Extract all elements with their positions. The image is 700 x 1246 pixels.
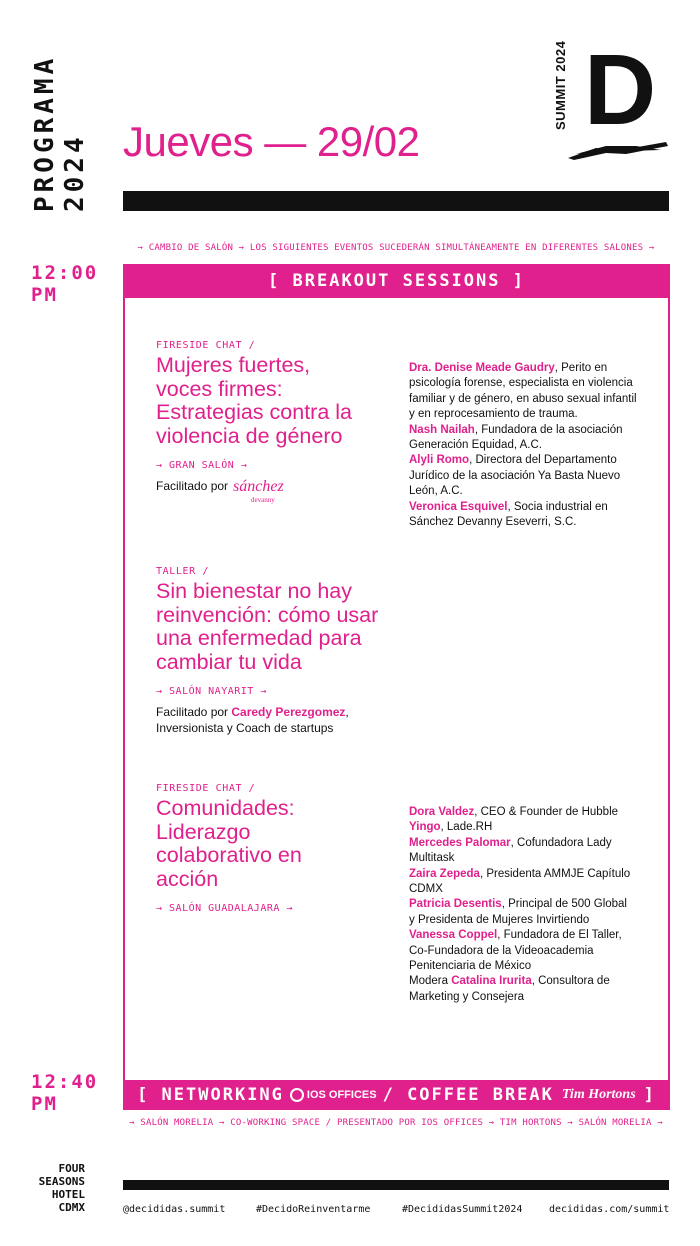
session-venue: → GRAN SALÓN →: [156, 460, 248, 471]
time-first: 12:00 PM: [31, 262, 99, 306]
ticker-bottom: → SALÓN MORELIA → CO-WORKING SPACE / PRESENTADO POR IOS OFFICES → TIM HORTONS → SALÓN MORELIA →: [129, 1118, 663, 1128]
speaker: Vanessa Coppel, Fundadora de El Taller, Co-Fundadora de la Videoacademia Penitenciaria de México: [409, 929, 622, 973]
breakout-label: [ BREAKOUT SESSIONS ]: [268, 271, 525, 291]
session-3: [156, 783, 371, 914]
session-venue: → SALÓN NAYARIT →: [156, 686, 267, 697]
footer-hashtag-2[interactable]: #DecididasSummit2024: [402, 1204, 523, 1215]
speaker: Zaira Zepeda, Presidenta AMMJE Capítulo CDMX: [409, 867, 631, 896]
ios-offices-logo: IOS OFFICES: [290, 1088, 377, 1102]
session-facilitated: [156, 478, 371, 504]
footer-handle[interactable]: @decididas.summit: [123, 1204, 226, 1215]
tim-hortons-logo: Tim Hortons: [561, 1087, 636, 1102]
speaker: Yingo, Lade.RH: [409, 821, 493, 834]
speaker: Patricia Desentis, Principal de 500 Global y Presidenta de Mujeres Invirtiendo: [409, 898, 627, 926]
speaker: Mercedes Palomar, Cofundadora Lady Multitask: [409, 836, 612, 865]
session-title: Comunidades: Liderazgo colaborativo en acción: [156, 796, 302, 891]
ticker-top: → CAMBIO DE SALÓN → LOS SIGUIENTES EVENTOS SUCEDERÁN SIMULTÁNEAMENTE EN DIFERENTES SALONES →: [137, 243, 655, 253]
session-venue: → SALÓN GUADALAJARA →: [156, 903, 293, 914]
networking-bar: [123, 1080, 670, 1110]
sponsor-logo: sánchez devanny: [233, 478, 284, 504]
moderator: Modera Catalina Irurita, Consultora de Marketing y Consejera: [409, 975, 610, 1003]
networking-label: [ NETWORKING: [137, 1085, 284, 1105]
time-second: 12:40 PM: [31, 1071, 99, 1115]
session-facilitated: Facilitado por Caredy Perezgomez, Inversionista y Coach de startups: [156, 705, 349, 735]
session-title: Mujeres fuertes, voces firmes: Estrategias contra la violencia de género: [156, 353, 352, 448]
coffee-break-label: / COFFEE BREAK: [382, 1085, 554, 1105]
venue-footer: FOUR SEASONS HOTEL CDMX: [38, 1162, 85, 1214]
facilitated-prefix: Facilitado por: [156, 479, 229, 493]
logo-summit-text: SUMMIT 2024: [553, 40, 568, 130]
networking-close: ]: [643, 1085, 656, 1105]
logo-brush-icon: [566, 140, 670, 162]
footer-divider: [123, 1180, 669, 1190]
logo-letter: D: [584, 34, 657, 146]
session-1-speakers: [409, 361, 639, 530]
programa-label: [30, 55, 90, 212]
programa-line2: 2024: [60, 133, 90, 212]
session-2: [156, 566, 411, 736]
footer-hashtag-1[interactable]: #DecidoReinventarme: [256, 1204, 371, 1215]
footer-site-link[interactable]: decididas.com/summit: [549, 1204, 670, 1215]
speaker: Dra. Denise Meade Gaudry, Perito en psicología forense, especialista en violencia familiar y de género, en abuso sexual infantil y en reprocesamiento de trauma.: [409, 362, 637, 421]
speaker: Dora Valdez, CEO & Founder de Hubble: [409, 806, 619, 818]
session-title: Sin bienestar no hay reinvención: cómo usar una enfermedad para cambiar tu vida: [156, 579, 379, 674]
ios-circle-icon: [290, 1088, 304, 1102]
speaker: Alyli Romo, Directora del Departamento Jurídico de la asociación Ya Basta Nuevo León, A.C.: [409, 454, 621, 498]
breakout-header: [123, 264, 670, 298]
speaker: Nash Nailah, Fundadora de la asociación Generación Equidad, A.C.: [409, 423, 623, 452]
speaker: Veronica Esquivel, Socia industrial en Sánchez Devanny Eseverri, S.C.: [409, 500, 608, 529]
session-tag: FIRESIDE CHAT /: [156, 783, 256, 794]
session-tag: FIRESIDE CHAT /: [156, 340, 256, 351]
page-title: Jueves — 29/02: [123, 118, 420, 165]
session-tag: TALLER /: [156, 566, 209, 577]
session-1: [156, 340, 371, 504]
programa-line1: PROGRAMA: [30, 54, 60, 212]
header-divider: [123, 191, 669, 211]
session-3-speakers: [409, 805, 634, 1005]
